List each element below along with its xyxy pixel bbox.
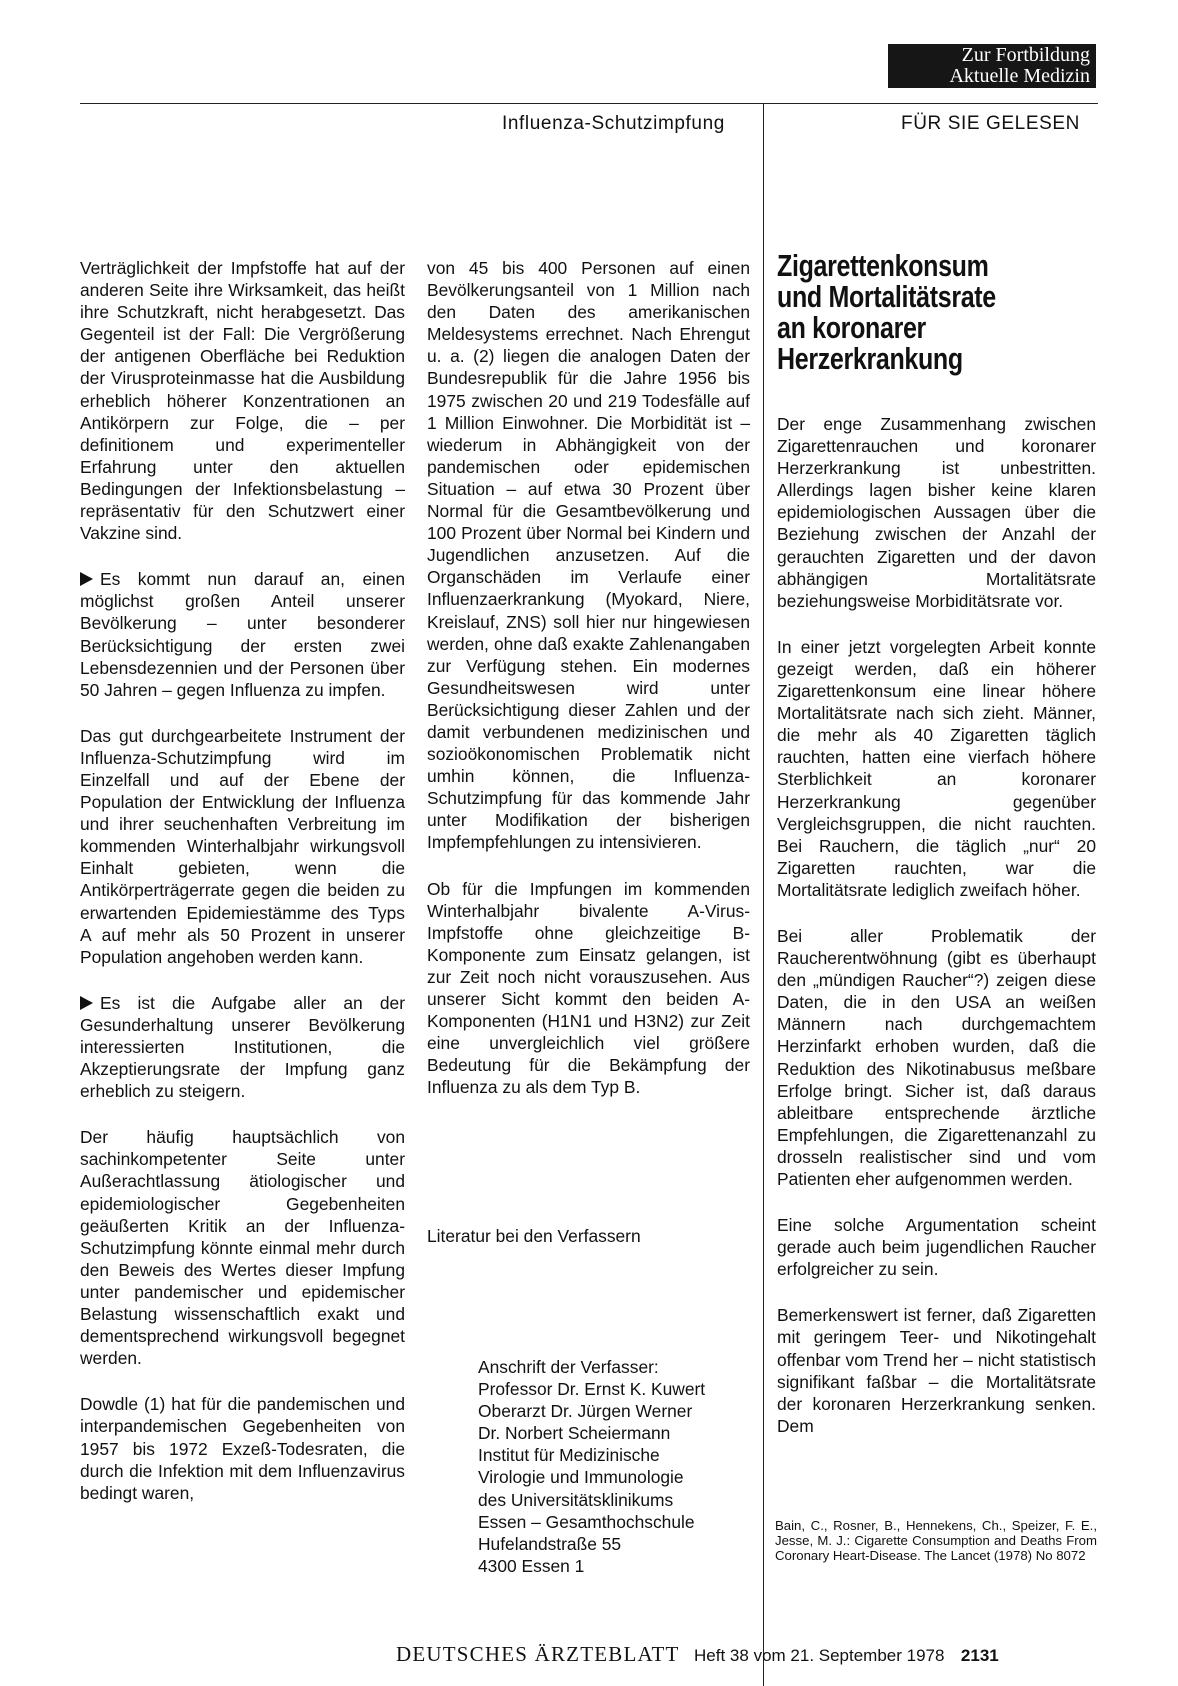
- page-number: 2131: [960, 1646, 999, 1665]
- address-line: Essen – Gesamthochschule: [478, 1511, 695, 1532]
- paragraph: Bei aller Problematik der Raucherentwöhnung (gibt es überhaupt den „mündigen Raucher“?) zeigen diese Daten, die in den USA an weißen Männern nach durchgemachtem Herzinfarkt erhoben wurden, daß die Reduktion des Nikotinabusus meßbare Erfolge bringt. Sicher ist, daß daraus ableitbare entsprechende ärztliche Empfehlungen, die Zigarettenanzahl zu drosseln realistischer sind und vom Patienten eher aufgenommen werden.: [777, 925, 1096, 1189]
- headline-line: Herzerkrankung: [777, 342, 963, 376]
- running-head-topic: Influenza-Schutzimpfung: [502, 113, 725, 134]
- author-address: [478, 1356, 705, 1577]
- address-line: Institut für Medizinische: [478, 1445, 660, 1466]
- issue-info: Heft 38 vom 21. September 1978: [694, 1646, 945, 1665]
- address-line: Dr. Norbert Scheiermann: [478, 1423, 671, 1444]
- page-footer: [396, 1642, 999, 1667]
- running-head-section: FÜR SIE GELESEN: [901, 113, 1080, 134]
- column-1: [80, 257, 405, 1528]
- paragraph: [80, 992, 405, 1102]
- paragraph: von 45 bis 400 Personen auf einen Bevölkerungsanteil von 1 Million nach den Daten des amerikanischen Meldesystems errechnet. Nach Ehrengut u. a. (2) liegen die analogen Daten der Bundesrepublik für die Jahre 1956 bis 1975 zwischen 20 und 219 Todesfälle auf 1 Million Einwohner. Die Morbidität ist – wiederum in Abhängigkeit von der pandemischen oder epidemischen Situation – auf etwa 30 Prozent über Normal für die Gesamtbevölkerung und 100 Prozent über Normal bei Kindern und Jugendlichen anzusetzen. Auf die Organschäden im Verlaufe einer Influenzaerkrankung (Myokard, Niere, Kreislauf, ZNS) soll hier nur hingewiesen werden, ohne daß exakte Zahlenangaben zur Verfügung stehen. Ein modernes Gesundheitswesen wird unter Berücksichtigung dieser Zahlen und der damit verbundenen medizinischen und sozioökonomischen Problematik nicht umhin können, die Influenza-Schutzimpfung für das kommende Jahr unter Modifikation der bisherigen Impfempfehlungen zu intensivieren.: [427, 258, 750, 853]
- paragraph: In einer jetzt vorgelegten Arbeit konnte gezeigt werden, daß ein höherer Zigarettenkonsum eine linear höhere Mortalitätsrate nach sich zieht. Männer, die mehr als 40 Zigaretten täglich rauchten, hatten eine vierfach höhere Sterblichkeit an koronarer Herzerkrankung gegenüber Vergleichsgruppen, die nicht rauchten. Bei Rauchern, die täglich „nur“ 20 Zigaretten rauchten, war die Mortalitätsrate lediglich zweifach höher.: [777, 636, 1096, 900]
- paragraph: [80, 568, 405, 701]
- paragraph-text: Es ist die Aufgabe aller an der Gesunderhaltung unserer Bevölkerung interessierten Institutionen, die Akzeptierungsrate der Impfung ganz erheblich zu steigern.: [80, 992, 405, 1102]
- address-line: 4300 Essen 1: [478, 1555, 585, 1576]
- address-line: Professor Dr. Ernst K. Kuwert: [478, 1379, 706, 1400]
- section-badge: [888, 44, 1096, 88]
- article-headline: [777, 251, 1039, 375]
- address-line: Hufelandstraße 55: [478, 1533, 622, 1554]
- column-3: [777, 413, 1096, 1461]
- header-rule: [80, 103, 1098, 104]
- paragraph: Verträglichkeit der Impfstoffe hat auf der anderen Seite ihre Wirksamkeit, das heißt ihre Schutzkraft, nicht herabgesetzt. Das Gegenteil ist der Fall: Die Vergrößerung der antigenen Oberfläche bei Reduktion der Virusproteinmasse hat die Ausbildung erheblich höherer Konzentrationen an Antikörpern zur Folge, die – per definitionem und experimenteller Erfahrung unter den aktuellen Bedingungen der Infektionsbelastung – repräsentativ für den Schutzwert einer Vakzine sind.: [80, 258, 405, 544]
- address-line: Oberarzt Dr. Jürgen Werner: [478, 1401, 693, 1422]
- address-line: Anschrift der Verfasser:: [478, 1357, 659, 1377]
- headline-line: an koronarer: [777, 311, 926, 345]
- paragraph: Der häufig hauptsächlich von sachinkompetenter Seite unter Außerachtlassung ätiologischer und epidemiologischer Gegebenheiten geäußerten Kritik an der Influenza-Schutzimpfung könnte einmal mehr durch den Beweis des Wertes dieser Impfung unter pandemischer und epidemischer Belastung wissenschaftlich exakt und dementsprechend wirkungsvoll begegnet werden.: [80, 1127, 405, 1369]
- literature-note: Literatur bei den Verfassern: [427, 1226, 641, 1246]
- column-2: [427, 257, 750, 1122]
- address-line: des Universitätsklinikums: [478, 1489, 674, 1510]
- paragraph: Eine solche Argumentation scheint gerade auch beim jugendlichen Raucher erfolgreicher zu sein.: [777, 1215, 1096, 1280]
- address-line: Virologie und Immunologie: [478, 1467, 684, 1488]
- journal-name: DEUTSCHES ÄRZTEBLATT: [396, 1642, 680, 1666]
- headline-line: und Mortalitätsrate: [777, 280, 996, 314]
- badge-line-1: Zur Fortbildung: [961, 44, 1090, 66]
- triangle-arrow-icon: [80, 996, 93, 1010]
- paragraph: Das gut durchgearbeitete Instrument der Influenza-Schutzimpfung wird im Einzelfall und auf der Ebene der Population der Entwicklung der Influenza und ihrer seuchenhaften Verbreitung im kommenden Winterhalbjahr wirkungsvoll Einhalt gebieten, wenn die Antikörperträgerrate gegen die beiden zu erwartenden Epidemiestämme des Typs A auf mehr als 50 Prozent in unserer Population angehoben werden kann.: [80, 725, 405, 967]
- paragraph: Ob für die Impfungen im kommenden Winterhalbjahr bivalente A-Virus-Impfstoffe ohne gleichzeitige B-Komponente zum Einsatz gelangen, ist zur Zeit noch nicht vorauszusehen. Aus unserer Sicht kommt den beiden A-Komponenten (H1N1 und H3N2) zur Zeit eine unvergleichlich viel größere Bedeutung für die Bekämpfung der Influenza zu als dem Typ B.: [427, 878, 750, 1098]
- paragraph: Der enge Zusammenhang zwischen Zigarettenrauchen und koronarer Herzerkrankung ist unbestritten. Allerdings lagen bisher keine klaren epidemiologischen Aussagen über die Beziehung zwischen der Anzahl der gerauchten Zigaretten und der davon abhängigen Mortalitätsrate beziehungsweise Morbiditätsrate vor.: [777, 414, 1096, 611]
- headline-line: Zigarettenkonsum: [777, 249, 989, 283]
- paragraph-text: Es kommt nun darauf an, einen möglichst großen Anteil unserer Bevölkerung – unter besonderer Berücksichtigung der ersten zwei Lebensdezennien und der Personen über 50 Jahren – gegen Influenza zu impfen.: [80, 569, 405, 700]
- reference-citation: Bain, C., Rosner, B., Hennekens, Ch., Speizer, F. E., Jesse, M. J.: Cigarette Consumption and Deaths From Coronary Heart-Disease. The Lancet (1978) No 8072: [775, 1518, 1097, 1563]
- paragraph: Bemerkenswert ist ferner, daß Zigaretten mit geringem Teer- und Nikotingehalt offenbar vom Trend her – nicht statistisch signifikant faßbar – die Mortalitätsrate der koronaren Herzerkrankung senken. Dem: [777, 1305, 1096, 1436]
- badge-line-2: Aktuelle Medizin: [949, 65, 1090, 87]
- paragraph: Dowdle (1) hat für die pandemischen und interpandemischen Gegebenheiten von 1957 bis 1972 Exzeß-Todesraten, die durch die Infektion mit dem Influenzavirus bedingt waren,: [80, 1394, 405, 1503]
- column-divider: [763, 104, 764, 1686]
- triangle-arrow-icon: [80, 572, 93, 586]
